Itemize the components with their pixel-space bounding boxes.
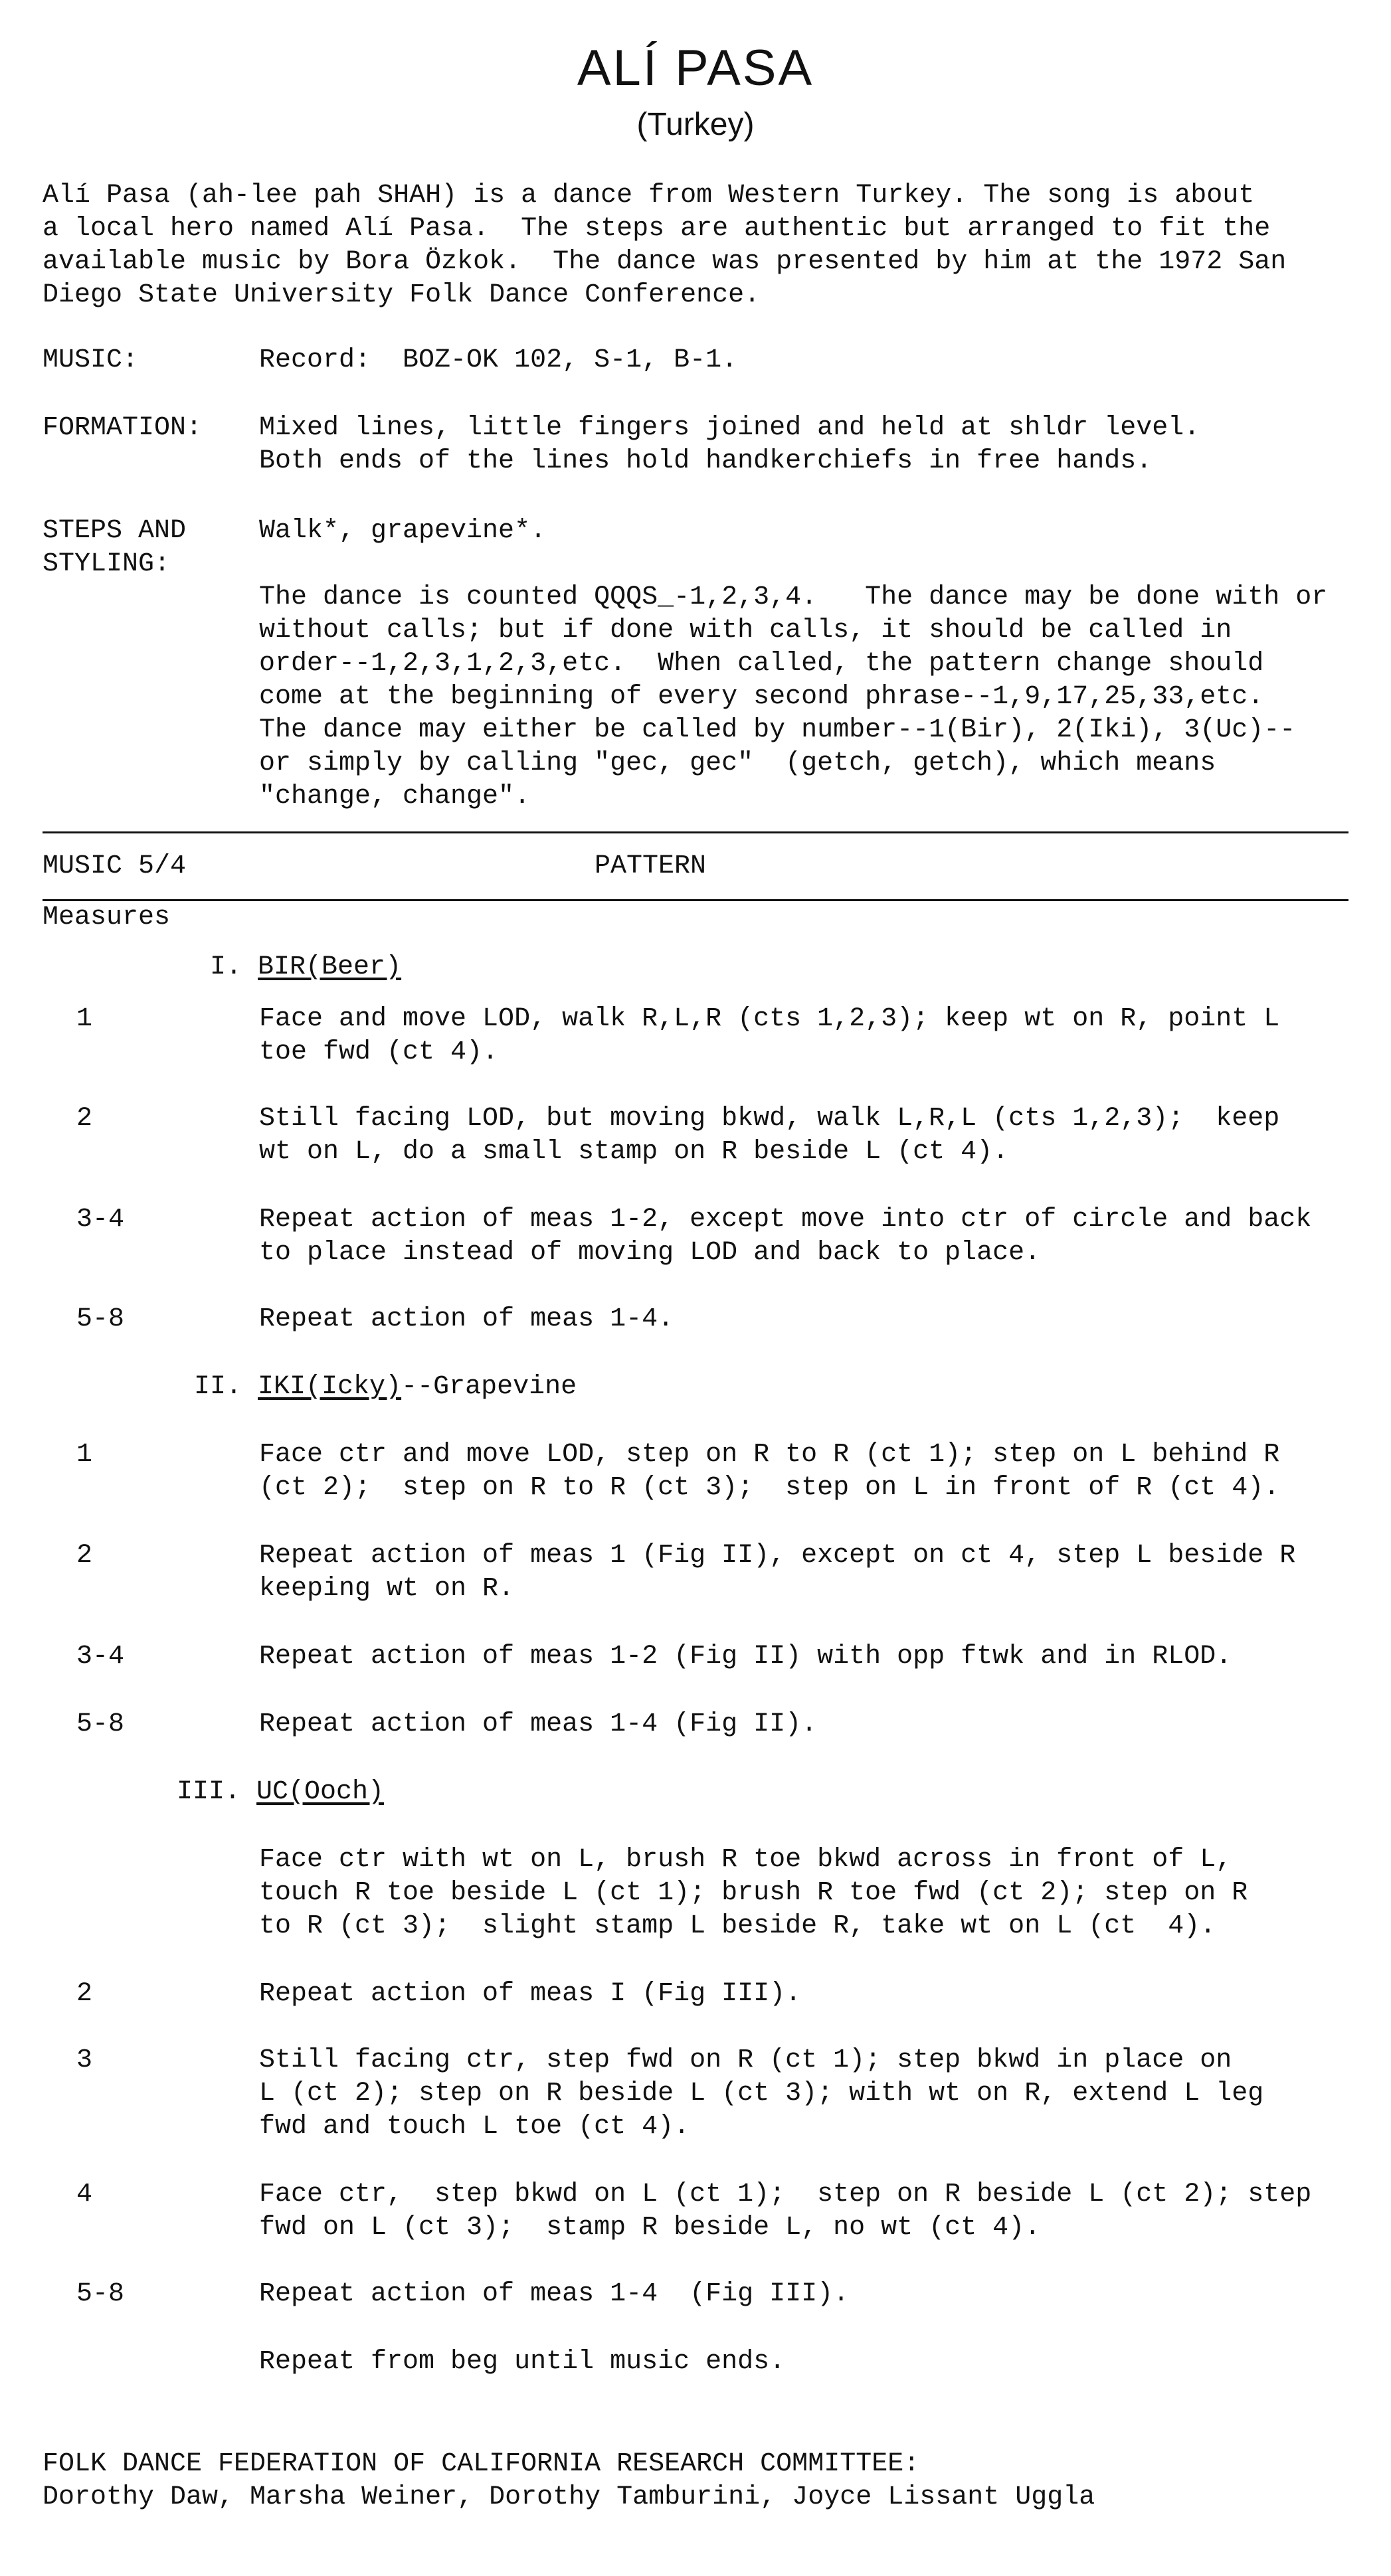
measure-text: Repeat action of meas 1-4. xyxy=(259,1304,674,1334)
steps-text-2: The dance is counted QQQS_-1,2,3,4. The dance may be done with or without calls; but if done with calls, it should be called in order--1,2,3,1,2,3,etc. When called, the pattern change should come at the beginning of every second phrase--1,9,17,25,33,etc. The dance may either be called by number--1(Bir), 2(Iki), 3(Uc)-- or simply by calling "gec, gec" (getch, getch), which means "change, change". xyxy=(259,582,1328,812)
dance-title: ALÍ PASA xyxy=(577,40,814,96)
measure-number: 2 xyxy=(76,1104,93,1134)
measure-text: Still facing ctr, step fwd on R (ct 1); step bkwd in place on L (ct 2); step on R beside L (ct 3); with wt on R, extend L leg fwd and touch L toe (ct 4). xyxy=(259,2045,1264,2142)
figure-2-title xyxy=(194,1371,577,1404)
measure-text: Repeat action of meas 1 (Fig II), except on ct 4, step L beside R keeping wt on R. xyxy=(259,1541,1296,1604)
music-label: MUSIC: xyxy=(43,345,139,375)
measure-number: 2 xyxy=(76,1979,93,2009)
research-committee-heading: FOLK DANCE FEDERATION OF CALIFORNIA RESEARCH COMMITTEE: xyxy=(43,2449,920,2479)
measure-number: 5-8 xyxy=(76,2279,125,2309)
intro-paragraph: Alí Pasa (ah-lee pah SHAH) is a dance from Western Turkey. The song is about a local hero named Alí Pasa. The steps are authentic but arranged to fit the available music by Bora Özkok. The dance was presented by him at the 1972 San Diego State University Folk Dance Conference. xyxy=(43,181,1287,310)
measures-label: Measures xyxy=(43,902,171,932)
steps-text-1: Walk*, grapevine*. xyxy=(259,516,547,546)
figure-3-name: UC(Ooch) xyxy=(256,1777,385,1807)
measure-number: 2 xyxy=(76,1541,93,1571)
measure-number: 1 xyxy=(76,1440,93,1470)
music-meter-label: MUSIC 5/4 xyxy=(43,851,187,881)
measure-number: 3-4 xyxy=(76,1205,125,1235)
pattern-label: PATTERN xyxy=(595,851,707,881)
committee-members: Dorothy Daw, Marsha Weiner, Dorothy Tamburini, Joyce Lissant Uggla xyxy=(43,2482,1095,2512)
measure-text: Face ctr, step bkwd on L (ct 1); step on R beside L (ct 2); step fwd on L (ct 3); stamp R beside L, no wt (ct 4). xyxy=(259,2180,1312,2243)
formation-label: FORMATION: xyxy=(43,413,203,443)
measure-text: Repeat action of meas 1-4 (Fig III). xyxy=(259,2279,850,2309)
measure-text: Face ctr with wt on L, brush R toe bkwd across in front of L, touch R toe beside L (ct 1); brush R toe fwd (ct 2); step on R to R (ct 3); slight stamp L beside R, take wt on L (ct 4). xyxy=(259,1845,1248,1941)
measure-text: Face and move LOD, walk R,L,R (cts 1,2,3); keep wt on R, point L toe fwd (ct 4). xyxy=(259,1004,1280,1067)
figure-2-name: IKI(Icky) xyxy=(258,1372,402,1402)
closing-instruction: Repeat from beg until music ends. xyxy=(259,2347,786,2377)
measure-text: Repeat action of meas 1-2 (Fig II) with opp ftwk and in RLOD. xyxy=(259,1642,1232,1672)
figure-1-title xyxy=(210,951,401,984)
measure-text: Repeat action of meas I (Fig III). xyxy=(259,1979,802,2009)
measure-text: Face ctr and move LOD, step on R to R (ct 1); step on L behind R (ct 2); step on R to R (ct 3); step on L in front of R (ct 4). xyxy=(259,1440,1280,1503)
measure-number: 3 xyxy=(76,2045,93,2075)
figure-2-suffix: --Grapevine xyxy=(401,1372,577,1402)
measure-number: 1 xyxy=(76,1004,93,1034)
steps-label: STEPS AND STYLING: xyxy=(43,516,187,579)
measure-number: 3-4 xyxy=(76,1642,125,1672)
figure-3-title xyxy=(177,1776,384,1809)
dance-country: (Turkey) xyxy=(636,107,755,142)
figure-3-numeral: III. xyxy=(177,1777,241,1807)
header-top-rule xyxy=(43,831,1348,833)
header-bottom-rule xyxy=(43,899,1348,901)
figure-1-numeral: I. xyxy=(210,952,242,982)
figure-1-name: BIR(Beer) xyxy=(258,952,402,982)
measure-number: 4 xyxy=(76,2180,93,2209)
measure-number: 5-8 xyxy=(76,1709,125,1739)
measure-text: Repeat action of meas 1-2, except move into ctr of circle and back to place instead of moving LOD and back to place. xyxy=(259,1205,1312,1268)
figure-2-numeral: II. xyxy=(194,1372,242,1402)
measure-text: Still facing LOD, but moving bkwd, walk L,R,L (cts 1,2,3); keep wt on L, do a small stamp on R beside L (ct 4). xyxy=(259,1104,1280,1167)
formation-text: Mixed lines, little fingers joined and held at shldr level. Both ends of the lines hold handkerchiefs in free hands. xyxy=(259,413,1200,476)
measure-number: 5-8 xyxy=(76,1304,125,1334)
measure-text: Repeat action of meas 1-4 (Fig II). xyxy=(259,1709,818,1739)
music-text: Record: BOZ-OK 102, S-1, B-1. xyxy=(259,345,738,375)
